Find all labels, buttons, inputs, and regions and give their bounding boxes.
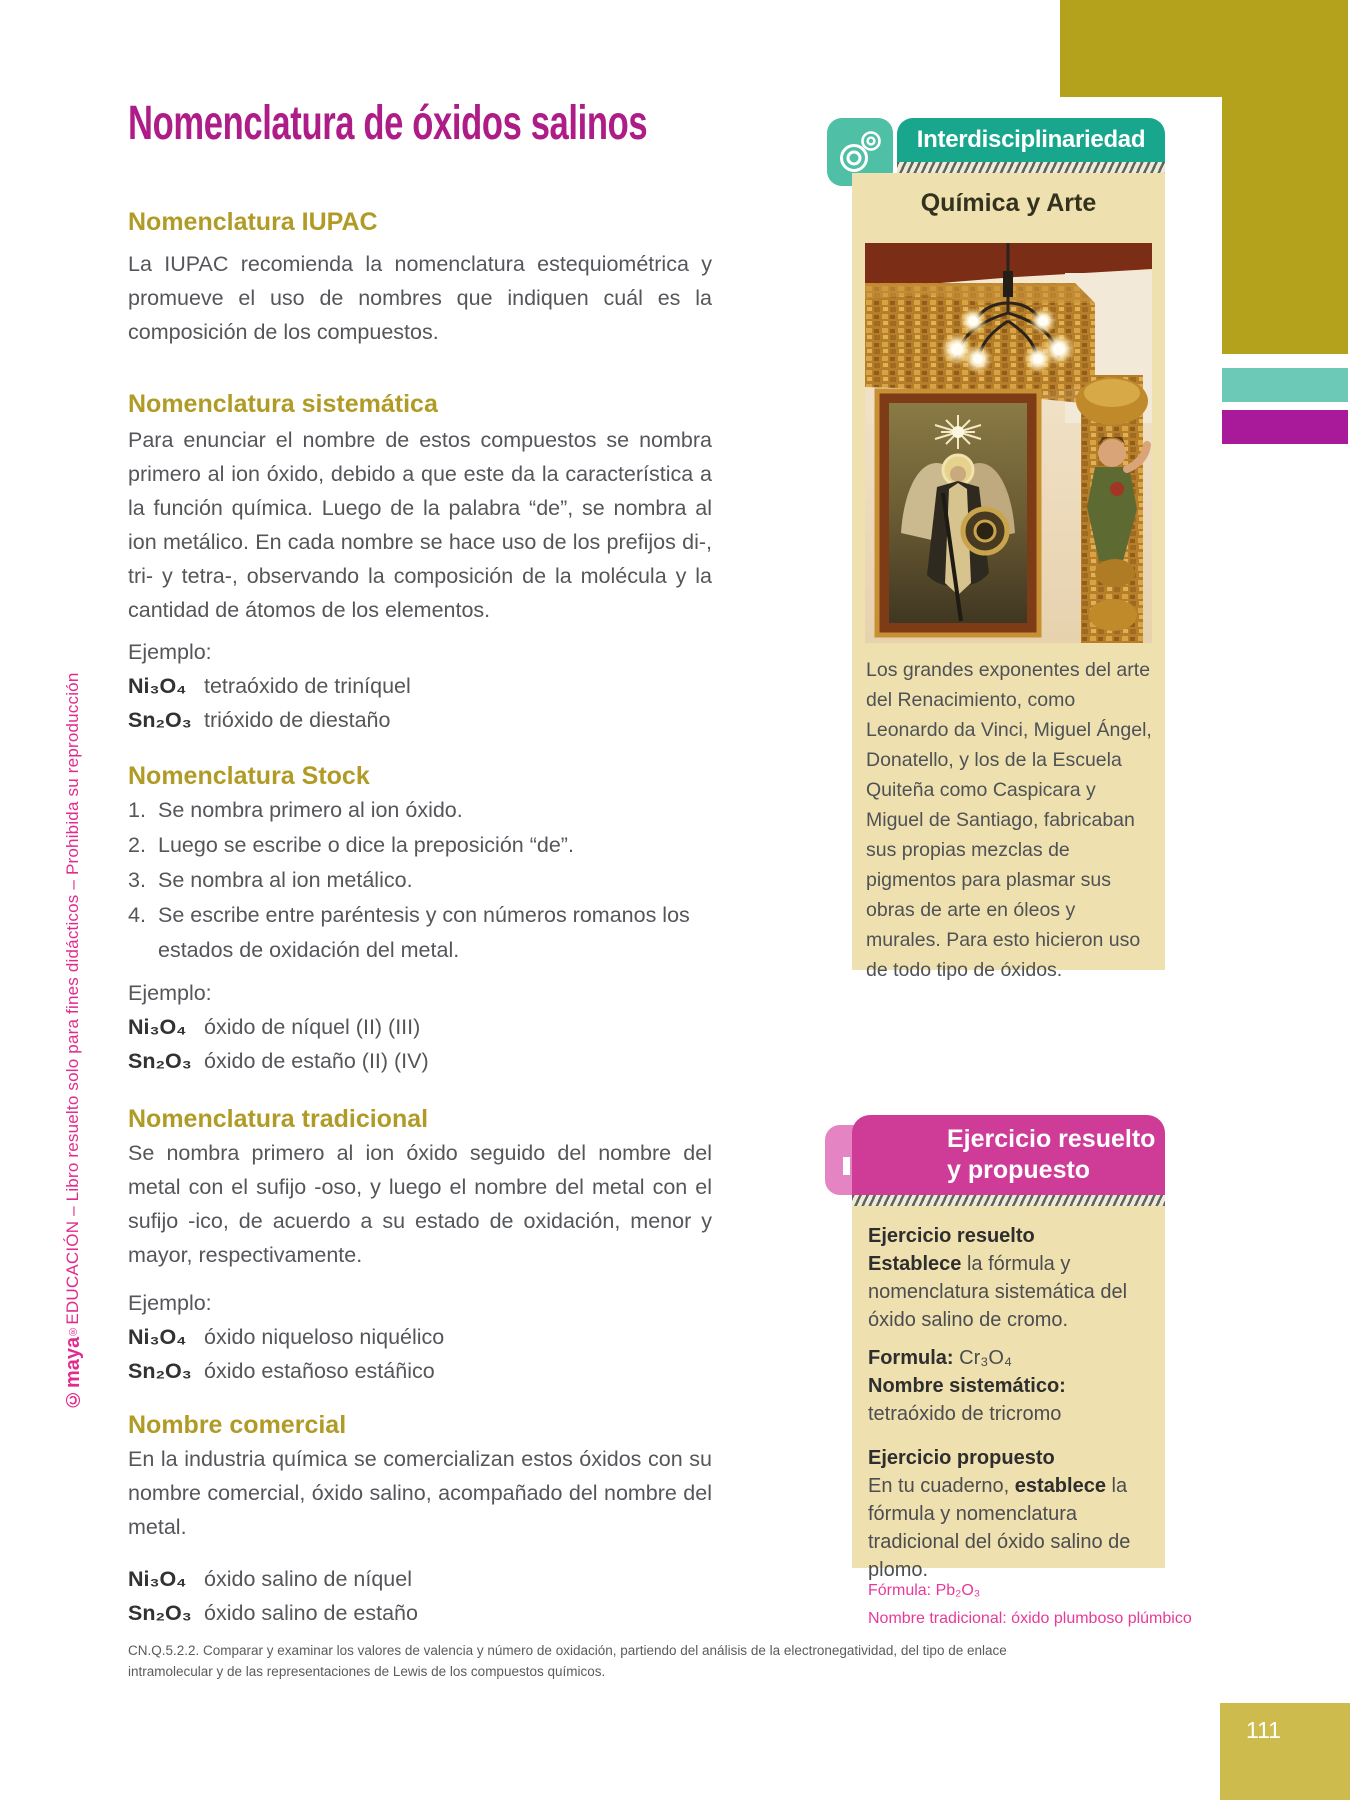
heading-sistematica: Nomenclatura sistemática — [128, 390, 438, 418]
example-label: Ejemplo: — [128, 640, 212, 664]
list-text: Luego se escribe o dice la preposición “de”. — [158, 833, 574, 857]
compound-name: óxido estañoso estáñico — [204, 1359, 435, 1383]
list-item — [128, 863, 712, 898]
example-row — [128, 1596, 712, 1630]
list-text: Se nombra primero al ion óxido. — [158, 798, 463, 822]
interdisciplinariedad-title: Interdisciplinariedad — [916, 126, 1146, 153]
example-row — [128, 1010, 712, 1044]
ejercicio-propuesto-text — [868, 1472, 1149, 1584]
example-label: Ejemplo: — [128, 981, 212, 1005]
list-text: Se nombra al ion metálico. — [158, 868, 413, 892]
page-number-box — [1220, 1703, 1350, 1800]
heading-stock: Nomenclatura Stock — [128, 762, 370, 790]
answer-nombre: Nombre tradicional: óxido plumboso plúmbico — [868, 1610, 1192, 1627]
example-row — [128, 1320, 712, 1354]
example-list — [128, 1562, 712, 1630]
church-artwork-photo — [865, 243, 1152, 643]
ejercicio-resuelto-text — [868, 1250, 1149, 1334]
compound-name: tetraóxido de triníquel — [204, 674, 411, 698]
formula-line — [868, 1344, 1149, 1372]
list-number: 3. — [128, 868, 146, 892]
interdisciplinariedad-panel — [852, 173, 1165, 981]
heading-iupac: Nomenclatura IUPAC — [128, 208, 378, 236]
answer-formula: Fórmula: Pb₂O₃ — [868, 1582, 981, 1599]
panel-subtitle: Química y Arte — [920, 189, 1097, 217]
ejercicio-title-line1: Ejercicio resuelto — [947, 1125, 1156, 1153]
heading-comercial: Nombre comercial — [128, 1411, 347, 1439]
list-number: 1. — [128, 798, 146, 822]
compound-name: óxido salino de níquel — [204, 1567, 412, 1591]
list-item — [128, 793, 712, 828]
heading-tradicional: Nomenclatura tradicional — [128, 1105, 429, 1133]
compound-name: óxido de níquel (II) (III) — [204, 1015, 421, 1039]
chemical-formula: Ni₃O₄ — [128, 1567, 187, 1591]
chemical-formula: Sn₂O₃ — [128, 1359, 192, 1383]
chemical-formula: Ni₃O₄ — [128, 1325, 187, 1349]
example-row — [128, 1044, 712, 1078]
formula-label: Formula: — [868, 1347, 954, 1369]
ejercicio-propuesto-heading: Ejercicio propuesto — [868, 1447, 1055, 1469]
example-row — [128, 703, 712, 737]
answer-key — [868, 1576, 1192, 1632]
compound-name: óxido de estaño (II) (IV) — [204, 1049, 429, 1073]
list-item — [128, 898, 712, 968]
registered-mark: ® — [67, 1324, 79, 1337]
corner-magenta-strip — [1222, 410, 1348, 444]
chemical-formula: Ni₃O₄ — [128, 674, 187, 698]
ejercicio-panel — [852, 1206, 1165, 1581]
page-title: Nomenclatura de óxidos salinos — [128, 97, 648, 150]
bold-lead: Establece — [868, 1253, 962, 1275]
main-content — [128, 96, 712, 1630]
chemical-formula: Sn₂O₃ — [128, 1601, 192, 1625]
paragraph-tradicional: Se nombra primero al ion óxido seguido del nombre del metal con el sufijo -oso, y luego el nombre del metal con el sufijo -ico, de acuerdo a su estado de oxidación, menor y mayor, respectivamente. — [128, 1141, 712, 1267]
text-pre: En tu cuaderno, — [868, 1475, 1015, 1497]
formula-value: Cr₃O₄ — [953, 1347, 1013, 1369]
list-number: 2. — [128, 833, 146, 857]
text-rest: la fórmula y nomenclatura tradicional del óxido salino de plomo. — [868, 1475, 1131, 1581]
ejercicio-resuelto-heading: Ejercicio resuelto — [868, 1225, 1035, 1247]
corner-olive-block — [1222, 0, 1348, 354]
compound-name: trióxido de diestaño — [204, 708, 391, 732]
nombre-sistematico-label: Nombre sistemático: — [868, 1375, 1066, 1397]
ejercicio-title-line2: y propuesto — [947, 1156, 1091, 1184]
example-list — [128, 669, 712, 737]
interdisciplinariedad-text: Los grandes exponentes del arte del Renacimiento, como Leonardo da Vinci, Miguel Ángel, Donatello, y los de la Escuela Quiteña como Caspicara y Miguel de Santiago, fabricaban sus propias mezclas de pigmentos para plasmar sus obras de arte en óleos y murales. Para esto hicieron uso de todo tipo de óxidos. — [866, 659, 1152, 981]
brand-logo-text: ©maya — [62, 1336, 84, 1410]
list-item — [128, 828, 712, 863]
hatch-strip — [852, 1195, 1165, 1206]
corner-olive-bar — [1060, 0, 1223, 97]
nombre-sistematico-value: tetraóxido de tricromo — [868, 1403, 1062, 1425]
example-row — [128, 669, 712, 703]
curriculum-standard: CN.Q.5.2.2. Comparar y examinar los valores de valencia y número de oxidación, partiendo del análisis de la electronegatividad, del tipo de enlace intramolecular y de las representaciones de Lewis de los compuestos químicos. — [128, 1643, 1007, 1679]
bold-word: establece — [1014, 1475, 1106, 1497]
watermark-text: EDUCACIÓN – Libro resuelto solo para fines didácticos – Prohibida su reproducción — [63, 672, 82, 1325]
paragraph-sistematica: Para enunciar el nombre de estos compuestos se nombra primero al ion óxido, debido a que este da la característica a la función química. Luego de la palabra “de”, se nombra al ion metálico. En cada nombre se hace uso de los prefijos di-, tri- y tetra-, observando la composición de la molécula y la cantidad de átomos de los elementos. — [128, 428, 712, 622]
ejercicio-header — [852, 1115, 1165, 1195]
example-row — [128, 1562, 712, 1596]
corner-teal-strip — [1222, 368, 1348, 402]
example-list — [128, 1320, 712, 1388]
chemical-formula: Sn₂O₃ — [128, 1049, 192, 1073]
example-row — [128, 1354, 712, 1388]
list-text: Se escribe entre paréntesis y con números romanos los estados de oxidación del metal. — [158, 903, 690, 962]
stock-rules-list — [128, 793, 712, 968]
example-label: Ejemplo: — [128, 1291, 212, 1315]
paragraph-iupac: La IUPAC recomienda la nomenclatura estequiométrica y promueve el uso de nombres que indiquen cuál es la composición de los compuestos. — [128, 252, 712, 344]
concentric-circles-icon — [835, 127, 885, 177]
chemical-formula: Sn₂O₃ — [128, 708, 192, 732]
interdisciplinariedad-header — [897, 118, 1165, 162]
page-number: 111 — [1246, 1717, 1281, 1743]
copyright-watermark — [62, 420, 85, 1410]
example-list — [128, 1010, 712, 1078]
chemical-formula: Ni₃O₄ — [128, 1015, 187, 1039]
text-rest: la fórmula y nomenclatura sistemática del óxido salino de cromo. — [868, 1253, 1128, 1331]
list-number: 4. — [128, 903, 146, 927]
paragraph-comercial: En la industria química se comercializan estos óxidos con su nombre comercial, óxido salino, acompañado del nombre del metal. — [128, 1447, 712, 1539]
hatch-strip — [897, 162, 1165, 173]
compound-name: óxido niqueloso niquélico — [204, 1325, 445, 1349]
compound-name: óxido salino de estaño — [204, 1601, 418, 1625]
